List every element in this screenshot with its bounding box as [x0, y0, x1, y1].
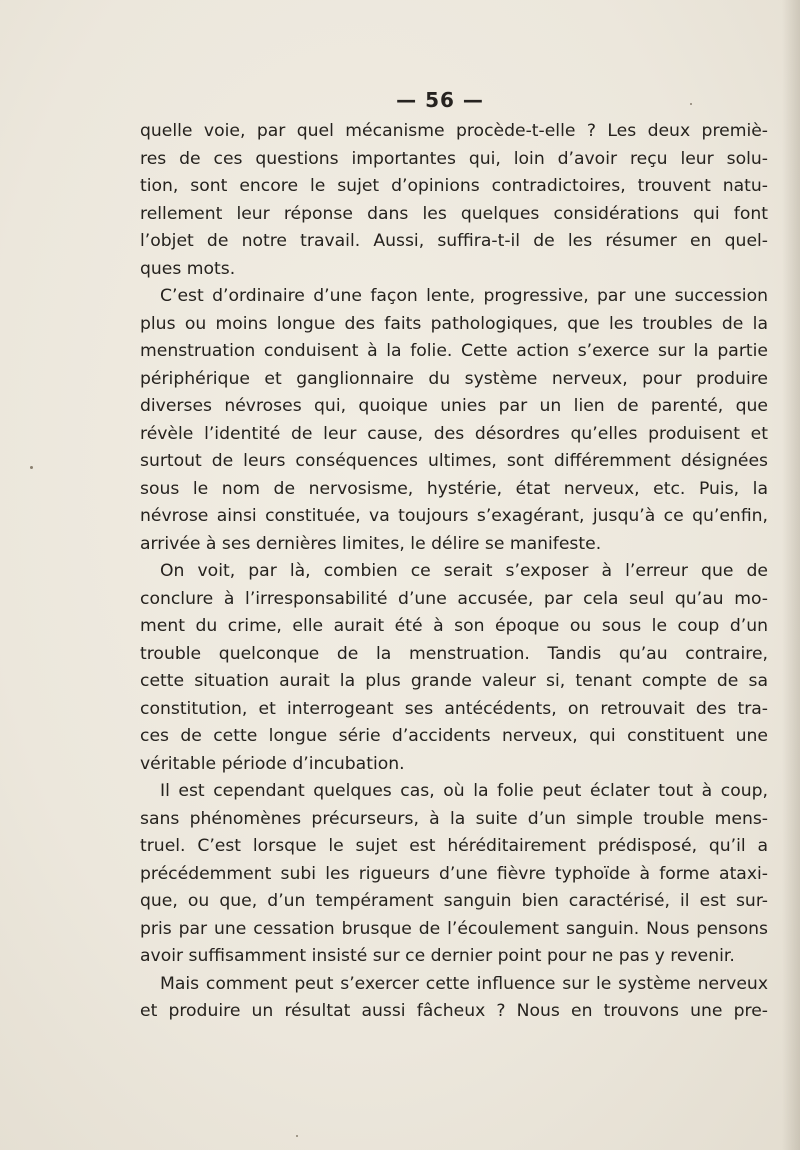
text-line: précédemment subi les rigueurs d’une fièvre typhoïde à forme ataxi-: [140, 863, 768, 884]
text-line: ques mots.: [140, 258, 236, 279]
text-line: diverses névroses qui, quoique unies par un lien de parenté, que: [140, 396, 768, 416]
text-line: arrivée à ses dernières limites, le délire se manifeste.: [140, 533, 602, 554]
text-line: l’objet de notre travail. Aussi, suffira-t-il de les résumer en quel-: [140, 231, 768, 251]
text-line: périphérique et ganglionnaire du système nerveux, pour produire: [140, 368, 768, 389]
text-line: Mais comment peut s’exercer cette influence sur le système nerveux: [160, 973, 768, 994]
text-line: pris par une cessation brusque de l’écoulement sanguin. Nous pensons: [140, 918, 768, 939]
text-line: rellement leur réponse dans les quelques considérations qui font: [140, 203, 768, 224]
text-line: que, ou que, d’un tempérament sanguin bien caractérisé, il est sur-: [140, 891, 768, 911]
paper-speck: [690, 103, 692, 105]
text-line: C’est d’ordinaire d’une façon lente, progressive, par une succession: [160, 286, 768, 306]
body-text: [140, 118, 768, 1026]
paper-speck: [30, 466, 33, 469]
text-line: et produire un résultat aussi fâcheux ? Nous en trouvons une pre-: [140, 1001, 768, 1021]
text-line: avoir suffisamment insisté sur ce dernier point pour ne pas y revenir.: [140, 946, 735, 966]
paragraph: [140, 558, 768, 778]
text-line: menstruation conduisent à la folie. Cette action s’exerce sur la partie: [140, 341, 768, 361]
paragraph: [140, 778, 768, 971]
paper-speck: [296, 1135, 298, 1137]
text-line: plus ou moins longue des faits pathologiques, que les troubles de la: [140, 313, 768, 334]
text-line: trouble quelconque de la menstruation. Tandis qu’au contraire,: [140, 643, 768, 664]
paragraph: [140, 118, 768, 283]
text-line: constitution, et interrogeant ses antécédents, on retrouvait des tra-: [140, 698, 768, 719]
text-line: On voit, par là, combien ce serait s’exposer à l’erreur que de: [160, 561, 768, 581]
text-line: véritable période d’incubation.: [140, 753, 405, 774]
text-line: surtout de leurs conséquences ultimes, sont différemment désignées: [140, 451, 768, 471]
text-line: Il est cependant quelques cas, où la folie peut éclater tout à coup,: [160, 781, 768, 801]
text-line: ces de cette longue série d’accidents nerveux, qui constituent une: [140, 726, 768, 746]
text-line: quelle voie, par quel mécanisme procède-t-elle ? Les deux premiè-: [140, 121, 768, 141]
text-line: ment du crime, elle aurait été à son époque ou sous le coup d’un: [140, 616, 768, 636]
text-line: cette situation aurait la plus grande valeur si, tenant compte de sa: [140, 671, 768, 691]
text-line: truel. C’est lorsque le sujet est héréditairement prédisposé, qu’il a: [140, 836, 768, 856]
page-number: — 56 —: [396, 88, 484, 112]
text-line: res de ces questions importantes qui, loin d’avoir reçu leur solu-: [140, 148, 768, 169]
text-line: tion, sont encore le sujet d’opinions contradictoires, trouvent natu-: [140, 176, 768, 196]
text-line: sans phénomènes précurseurs, à la suite d’un simple trouble mens-: [140, 808, 768, 829]
text-line: révèle l’identité de leur cause, des désordres qu’elles produisent et: [140, 423, 768, 444]
paragraph: [140, 971, 768, 1026]
paragraph: [140, 283, 768, 558]
page-edge-shadow: [782, 0, 800, 1150]
text-line: sous le nom de nervosisme, hystérie, état nerveux, etc. Puis, la: [140, 478, 768, 499]
text-line: conclure à l’irresponsabilité d’une accusée, par cela seul qu’au mo-: [140, 588, 768, 609]
text-line: névrose ainsi constituée, va toujours s’exagérant, jusqu’à ce qu’enfin,: [140, 506, 768, 526]
